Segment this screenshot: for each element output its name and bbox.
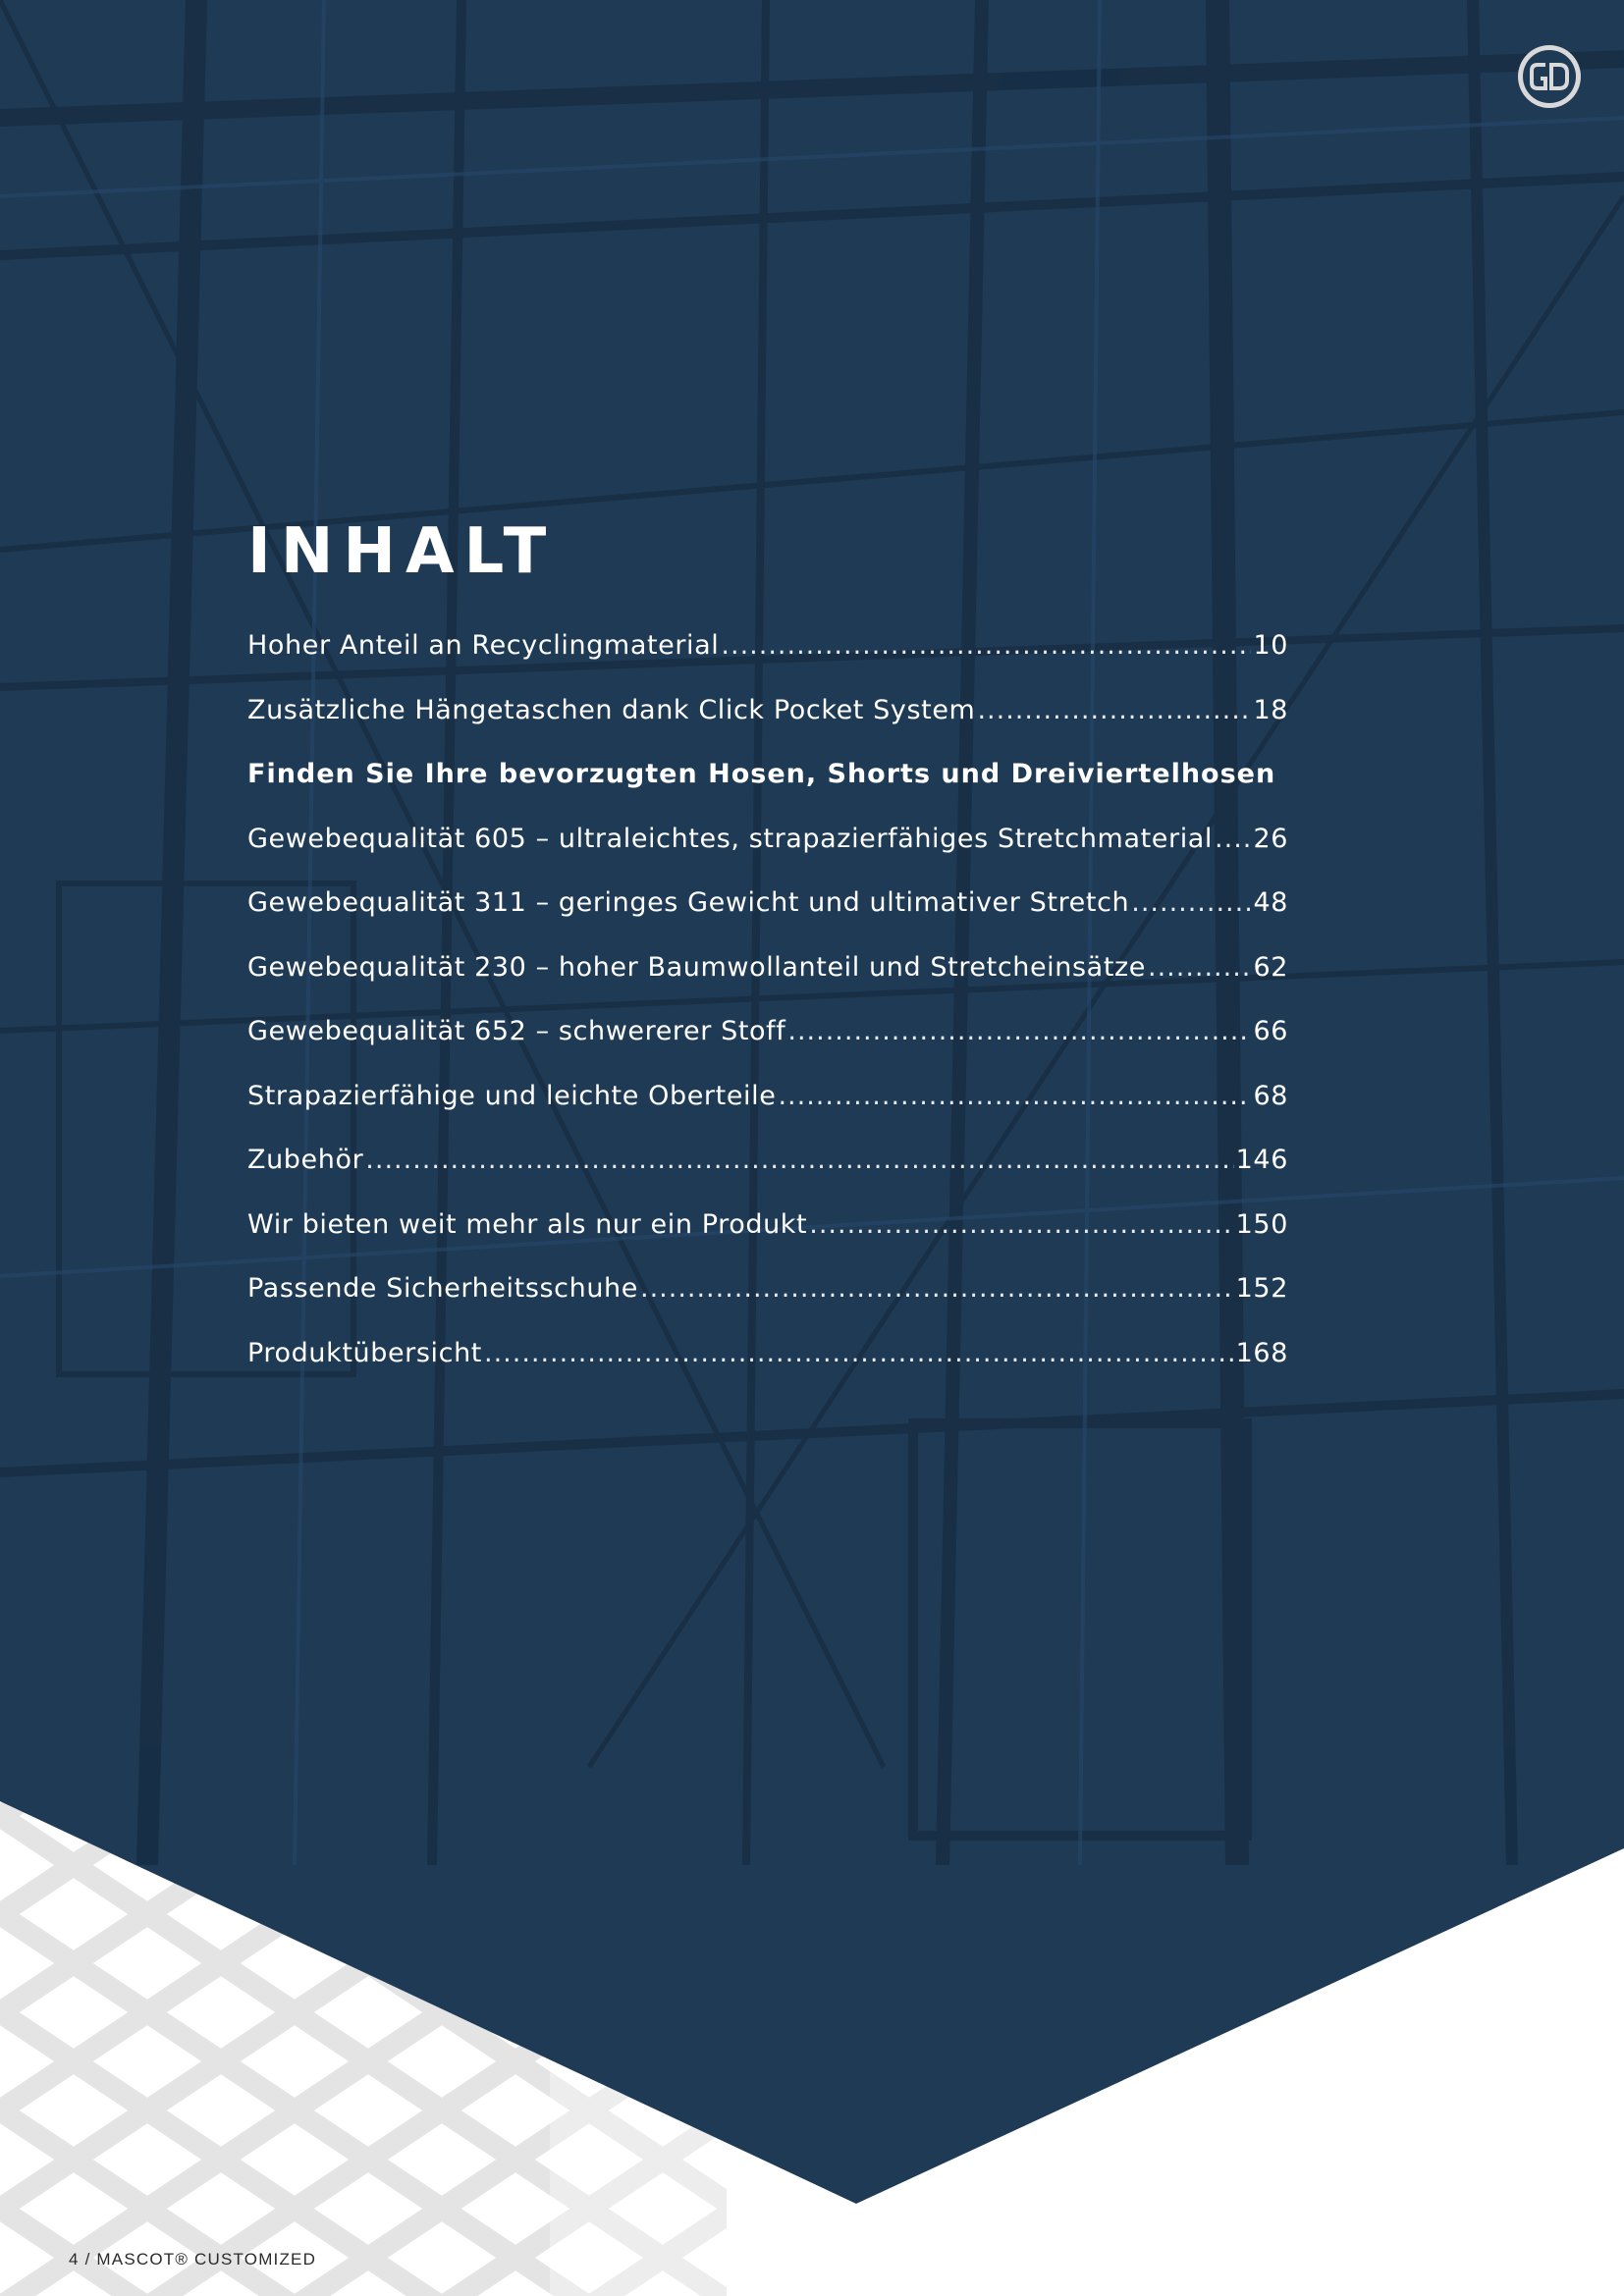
- toc-dot-leader: [809, 1193, 1233, 1257]
- toc-entry[interactable]: [247, 1064, 1288, 1129]
- toc-entry-label: Passende Sicherheitsschuhe: [247, 1273, 638, 1304]
- toc-page-number: 168: [1235, 1337, 1288, 1368]
- toc-entry-label: Strapazierfähige und leichte Oberteile: [247, 1080, 777, 1111]
- toc-dot-leader: [1148, 935, 1251, 1000]
- toc-entry-label: Zusätzliche Hängetaschen dank Click Pocket System: [247, 694, 976, 725]
- toc-page-number: 48: [1253, 887, 1288, 918]
- toc-dot-leader: [640, 1256, 1234, 1321]
- toc-entry[interactable]: [247, 935, 1288, 1000]
- toc-entry[interactable]: [247, 1193, 1288, 1257]
- toc-dot-leader: [484, 1321, 1234, 1386]
- toc-entry[interactable]: [247, 871, 1288, 935]
- toc-section-heading: [247, 742, 1288, 807]
- page-title: INHALT: [247, 515, 557, 588]
- toc-page-number: 18: [1253, 694, 1288, 725]
- toc-entry-label: Produktübersicht: [247, 1337, 482, 1368]
- toc-dot-leader: [721, 614, 1251, 678]
- table-of-contents: [247, 614, 1288, 1385]
- toc-dot-leader: [778, 1064, 1251, 1129]
- toc-entry-label: Zubehör: [247, 1145, 364, 1175]
- toc-entry-label: Gewebequalität 605 – ultraleichtes, strapazierfähiges Stretchmaterial: [247, 823, 1214, 854]
- toc-page-number: 66: [1253, 1016, 1288, 1046]
- toc-page-number: 62: [1253, 951, 1288, 983]
- toc-entry-label: Gewebequalität 652 – schwererer Stoff: [247, 1016, 786, 1046]
- page-footer: 4 / MASCOT® CUSTOMIZED: [69, 2250, 317, 2269]
- toc-page-number: 26: [1253, 823, 1288, 854]
- toc-dot-leader: [1215, 807, 1251, 872]
- toc-entry[interactable]: [247, 1321, 1288, 1386]
- toc-entry[interactable]: [247, 1256, 1288, 1321]
- toc-dot-leader: [787, 999, 1251, 1064]
- toc-page-number: 150: [1235, 1208, 1288, 1240]
- toc-page-number: 146: [1235, 1145, 1288, 1175]
- toc-entry-label: Gewebequalität 311 – geringes Gewicht und ultimativer Stretch: [247, 887, 1130, 918]
- gd-monogram-icon: [1516, 43, 1583, 110]
- toc-dot-leader: [365, 1128, 1233, 1193]
- toc-page-number: 10: [1253, 630, 1288, 661]
- toc-entry[interactable]: [247, 1128, 1288, 1193]
- toc-entry-label: Wir bieten weit mehr als nur ein Produkt: [247, 1208, 808, 1240]
- toc-entry-label: Hoher Anteil an Recyclingmaterial: [247, 630, 720, 661]
- toc-dot-leader: [1131, 871, 1251, 935]
- toc-entry[interactable]: [247, 807, 1288, 872]
- toc-page-number: 68: [1253, 1080, 1288, 1111]
- toc-entry[interactable]: [247, 999, 1288, 1064]
- toc-page-number: 152: [1235, 1273, 1288, 1304]
- toc-entry-label: Finden Sie Ihre bevorzugten Hosen, Shorts und Dreiviertelhosen: [247, 759, 1276, 789]
- toc-entry[interactable]: [247, 678, 1288, 743]
- toc-entry-label: Gewebequalität 230 – hoher Baumwollanteil und Stretcheinsätze: [247, 951, 1146, 983]
- toc-dot-leader: [977, 678, 1251, 743]
- toc-entry[interactable]: [247, 614, 1288, 678]
